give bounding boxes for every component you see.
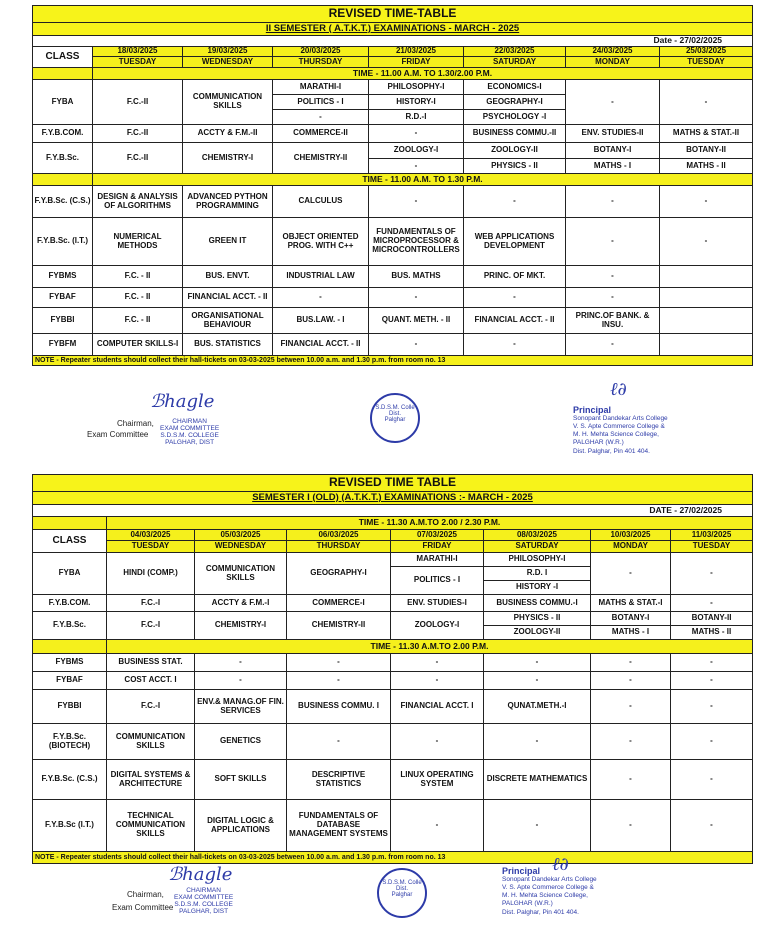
- exam-cell: GEOGRAPHY-I: [287, 553, 391, 595]
- exam-cell: ADVANCED PYTHON PROGRAMMING: [183, 186, 273, 218]
- exam-cell: R.D.-I: [369, 110, 464, 125]
- exam-cell: -: [369, 334, 464, 356]
- exam-cell: DESCRIPTIVE STATISTICS: [287, 760, 391, 800]
- class-cell: F.Y.B.COM.: [33, 125, 93, 143]
- exam-cell: FINANCIAL ACCT. - II: [464, 308, 566, 334]
- exam-cell: -: [391, 800, 484, 852]
- class-cell: F.Y.B.Sc. (C.S.): [33, 760, 107, 800]
- exam-cell: -: [287, 672, 391, 690]
- exam-cell: HISTORY-I: [369, 95, 464, 110]
- exam-cell: -: [369, 125, 464, 143]
- exam-cell: DIGITAL SYSTEMS & ARCHITECTURE: [107, 760, 195, 800]
- exam-cell: MATHS & STAT.-I: [591, 595, 671, 612]
- exam-cell: -: [464, 334, 566, 356]
- day-cell: THURSDAY: [287, 541, 391, 553]
- exam-cell: FUNDAMENTALS OF MICROPROCESSOR & MICROCONTROLLERS: [369, 218, 464, 266]
- exam-cell: -: [484, 724, 591, 760]
- exam-cell: -: [591, 724, 671, 760]
- exam-cell: BOTANY-I: [591, 612, 671, 626]
- exam-cell: -: [671, 800, 753, 852]
- date-cell: 18/03/2025: [93, 47, 183, 57]
- exam-cell: F.C.-II: [93, 80, 183, 125]
- exam-cell: PRINC.OF BANK. & INSU.: [566, 308, 660, 334]
- exam-cell: BUS. STATISTICS: [183, 334, 273, 356]
- exam-cell: -: [464, 186, 566, 218]
- exam-cell: MATHS - I: [591, 626, 671, 640]
- exam-cell: PSYCHOLOGY -I: [464, 110, 566, 125]
- class-cell: F.Y.B.Sc. (BIOTECH): [33, 724, 107, 760]
- day-cell: FRIDAY: [391, 541, 484, 553]
- time-row: TIME - 11.30 A.M.TO 2.00 / 2.30 P.M.: [107, 517, 753, 530]
- day-cell: SATURDAY: [464, 57, 566, 68]
- day-cell: SATURDAY: [484, 541, 591, 553]
- time-row: TIME - 11.00 A.M. TO 1.30 P.M.: [93, 174, 753, 186]
- exam-cell: SOFT SKILLS: [195, 760, 287, 800]
- day-cell: WEDNESDAY: [195, 541, 287, 553]
- exam-cell: GEOGRAPHY-I: [464, 95, 566, 110]
- exam-cell: PRINC. OF MKT.: [464, 266, 566, 288]
- exam-cell: [660, 266, 753, 288]
- exam-cell: -: [484, 800, 591, 852]
- exam-cell: -: [591, 760, 671, 800]
- class-cell: F.Y.B.Sc. (C.S.): [33, 186, 93, 218]
- committee-label: Exam Committee: [87, 430, 149, 439]
- exam-cell: -: [566, 80, 660, 125]
- exam-cell: ENV.& MANAG.OF FIN. SERVICES: [195, 690, 287, 724]
- exam-cell: DESIGN & ANALYSIS OF ALGORITHMS: [93, 186, 183, 218]
- principal-title: Principal: [573, 405, 612, 415]
- exam-cell: -: [591, 800, 671, 852]
- exam-cell: COST ACCT. I: [107, 672, 195, 690]
- exam-cell: MATHS - I: [566, 159, 660, 174]
- exam-cell: COMPUTER SKILLS-I: [93, 334, 183, 356]
- exam-cell: -: [464, 288, 566, 308]
- exam-cell: ECONOMICS-I: [464, 80, 566, 95]
- exam-cell: [660, 288, 753, 308]
- committee-label: Exam Committee: [112, 903, 174, 912]
- exam-cell: -: [566, 266, 660, 288]
- exam-cell: COMMUNICATION SKILLS: [183, 80, 273, 125]
- date-cell: 11/03/2025: [671, 530, 753, 541]
- date-cell: 05/03/2025: [195, 530, 287, 541]
- exam-cell: -: [369, 288, 464, 308]
- exam-cell: FUNDAMENTALS OF DATABASE MANAGEMENT SYSTEMS: [287, 800, 391, 852]
- exam-cell: -: [566, 334, 660, 356]
- class-cell: F.Y.B.Sc (I.T.): [33, 800, 107, 852]
- exam-cell: BUSINESS COMMU.-II: [464, 125, 566, 143]
- class-cell: FYBA: [33, 80, 93, 125]
- class-cell: F.Y.B.Sc. (I.T.): [33, 218, 93, 266]
- chairman-stamp: CHAIRMAN EXAM COMMITTEE S.D.S.M. COLLEGE PALGHAR, DIST: [174, 887, 234, 916]
- exam-cell: -: [369, 186, 464, 218]
- principal-signature: ℓ∂: [552, 854, 569, 875]
- exam-cell: -: [484, 672, 591, 690]
- exam-cell: [660, 308, 753, 334]
- exam-cell: -: [566, 186, 660, 218]
- exam-cell: -: [287, 654, 391, 672]
- exam-cell: BOTANY-II: [660, 143, 753, 159]
- exam-cell: -: [591, 672, 671, 690]
- exam-cell: INDUSTRIAL LAW: [273, 266, 369, 288]
- exam-cell: -: [287, 724, 391, 760]
- day-cell: TUESDAY: [93, 57, 183, 68]
- exam-cell: HISTORY -I: [484, 581, 591, 595]
- exam-cell: -: [273, 288, 369, 308]
- exam-cell: HINDI (COMP.): [107, 553, 195, 595]
- date-cell: 06/03/2025: [287, 530, 391, 541]
- principal-block: Principal Sonopant Dandekar Arts College V. S. Apte Commerce College & M. H. Mehta Science College, PALGHAR (W.R.) Dist. Palghar, Pin 401 404.: [502, 866, 597, 916]
- class-cell: FYBMS: [33, 654, 107, 672]
- class-cell: FYBAF: [33, 672, 107, 690]
- exam-cell: WEB APPLICATIONS DEVELOPMENT: [464, 218, 566, 266]
- date-cell: 08/03/2025: [484, 530, 591, 541]
- exam-cell: FINANCIAL ACCT. - II: [273, 334, 369, 356]
- exam-cell: PHYSICS - II: [484, 612, 591, 626]
- time-row: TIME - 11.30 A.M.TO 2.00 P.M.: [107, 640, 753, 654]
- exam-cell: -: [671, 654, 753, 672]
- exam-cell: FINANCIAL ACCT. - II: [183, 288, 273, 308]
- exam-cell: CHEMISTRY-II: [287, 612, 391, 640]
- exam-cell: GREEN IT: [183, 218, 273, 266]
- exam-cell: -: [195, 672, 287, 690]
- class-header: CLASS: [33, 47, 93, 68]
- day-cell: MONDAY: [591, 541, 671, 553]
- exam-cell: COMMUNICATION SKILLS: [195, 553, 287, 595]
- sheet2-note: NOTE - Repeater students should collect their hall-tickets on 03-03-2025 between 10.00 a.m. and 1.30 p.m. from room no. 13: [33, 852, 753, 864]
- exam-cell: -: [391, 724, 484, 760]
- exam-cell: BUSINESS COMMU. I: [287, 690, 391, 724]
- exam-cell: F.C. - II: [93, 288, 183, 308]
- chairman-label: Chairman,: [117, 419, 154, 428]
- day-cell: TUESDAY: [671, 541, 753, 553]
- exam-cell: BUSINESS COMMU.-I: [484, 595, 591, 612]
- day-cell: WEDNESDAY: [183, 57, 273, 68]
- exam-cell: ZOOLOGY-I: [391, 612, 484, 640]
- exam-cell: ZOOLOGY-II: [484, 626, 591, 640]
- exam-cell: F.C.-II: [93, 143, 183, 174]
- exam-cell: ENV. STUDIES-I: [391, 595, 484, 612]
- sheet2-title: REVISED TIME TABLE: [33, 475, 753, 492]
- date-cell: 07/03/2025: [391, 530, 484, 541]
- day-cell: TUESDAY: [660, 57, 753, 68]
- exam-cell: BUS. ENVT.: [183, 266, 273, 288]
- exam-cell: PHILOSOPHY-I: [369, 80, 464, 95]
- exam-cell: -: [671, 690, 753, 724]
- exam-cell: DIGITAL LOGIC & APPLICATIONS: [195, 800, 287, 852]
- date-cell: 10/03/2025: [591, 530, 671, 541]
- exam-cell: DISCRETE MATHEMATICS: [484, 760, 591, 800]
- day-cell: TUESDAY: [107, 541, 195, 553]
- class-cell: FYBMS: [33, 266, 93, 288]
- exam-cell: F.C. - II: [93, 308, 183, 334]
- exam-cell: CHEMISTRY-II: [273, 143, 369, 174]
- date-cell: 22/03/2025: [464, 47, 566, 57]
- exam-cell: CALCULUS: [273, 186, 369, 218]
- timetable-1: [32, 5, 753, 366]
- exam-cell: BOTANY-II: [671, 612, 753, 626]
- exam-cell: -: [391, 672, 484, 690]
- day-cell: MONDAY: [566, 57, 660, 68]
- exam-cell: PHILOSOPHY-I: [484, 553, 591, 567]
- sheet1-note: NOTE - Repeater students should collect their hall-tickets on 03-03-2025 between 10.00 a.m. and 1.30 p.m. from room no. 13: [33, 356, 753, 366]
- exam-cell: F.C.-I: [107, 595, 195, 612]
- chairman-signature: ℬhagle: [150, 391, 215, 412]
- time-row: TIME - 11.00 A.M. TO 1.30/2.00 P.M.: [93, 68, 753, 80]
- date-cell: 19/03/2025: [183, 47, 273, 57]
- timetable-2: [32, 474, 753, 864]
- exam-cell: -: [591, 654, 671, 672]
- class-header: CLASS: [33, 530, 107, 553]
- exam-cell: MATHS - II: [660, 159, 753, 174]
- exam-cell: BUS. MATHS: [369, 266, 464, 288]
- exam-cell: MARATHI-I: [391, 553, 484, 567]
- sheet2-subtitle: SEMESTER I (OLD) (A.T.K.T.) EXAMINATIONS :- MARCH - 2025: [33, 492, 753, 505]
- exam-cell: COMMERCE-II: [273, 125, 369, 143]
- exam-cell: -: [369, 159, 464, 174]
- exam-cell: -: [391, 654, 484, 672]
- exam-cell: -: [566, 218, 660, 266]
- class-cell: F.Y.B.COM.: [33, 595, 107, 612]
- exam-cell: FINANCIAL ACCT. I: [391, 690, 484, 724]
- class-cell: FYBBI: [33, 308, 93, 334]
- exam-cell: MATHS - II: [671, 626, 753, 640]
- day-cell: FRIDAY: [369, 57, 464, 68]
- exam-cell: ENV. STUDIES-II: [566, 125, 660, 143]
- exam-cell: F.C.-I: [107, 690, 195, 724]
- exam-cell: ZOOLOGY-II: [464, 143, 566, 159]
- exam-cell: F.C.-I: [107, 612, 195, 640]
- exam-cell: -: [671, 595, 753, 612]
- exam-cell: -: [660, 218, 753, 266]
- principal-title: Principal: [502, 866, 541, 876]
- exam-cell: QUANT. METH. - II: [369, 308, 464, 334]
- exam-cell: POLITICS - I: [273, 95, 369, 110]
- signature-area-1: [32, 379, 752, 460]
- exam-cell: LINUX OPERATING SYSTEM: [391, 760, 484, 800]
- exam-cell: -: [591, 553, 671, 595]
- timetable-sheet-1: [32, 5, 752, 366]
- exam-cell: -: [195, 654, 287, 672]
- sheet1-title: REVISED TIME-TABLE: [33, 6, 753, 23]
- exam-cell: -: [671, 724, 753, 760]
- exam-cell: F.C. - II: [93, 266, 183, 288]
- exam-cell: F.C.-II: [93, 125, 183, 143]
- principal-signature: ℓ∂: [610, 379, 627, 400]
- chairman-signature: ℬhagle: [168, 864, 233, 885]
- exam-cell: MATHS & STAT.-II: [660, 125, 753, 143]
- date-cell: 25/03/2025: [660, 47, 753, 57]
- college-seal: S.D.S.M. Colle Dist. Palghar: [377, 868, 427, 918]
- exam-cell: [660, 334, 753, 356]
- sheet1-date: Date - 27/02/2025: [33, 36, 753, 47]
- exam-cell: -: [484, 654, 591, 672]
- timetable-sheet-2: [32, 474, 752, 864]
- exam-cell: R.D. I: [484, 567, 591, 581]
- exam-cell: GENETICS: [195, 724, 287, 760]
- exam-cell: POLITICS - I: [391, 567, 484, 595]
- exam-cell: QUNAT.METH.-I: [484, 690, 591, 724]
- exam-cell: CHEMISTRY-I: [183, 143, 273, 174]
- date-cell: 21/03/2025: [369, 47, 464, 57]
- exam-cell: CHEMISTRY-I: [195, 612, 287, 640]
- chairman-label: Chairman,: [127, 890, 164, 899]
- class-cell: FYBAF: [33, 288, 93, 308]
- sheet2-date: DATE - 27/02/2025: [33, 505, 753, 517]
- exam-cell: -: [671, 760, 753, 800]
- college-seal: S.D.S.M. Colle Dist. Palghar: [370, 393, 420, 443]
- exam-cell: OBJECT ORIENTED PROG. WITH C++: [273, 218, 369, 266]
- date-cell: 20/03/2025: [273, 47, 369, 57]
- exam-cell: ACCTY & F.M.-II: [183, 125, 273, 143]
- class-cell: F.Y.B.Sc.: [33, 143, 93, 174]
- exam-cell: COMMERCE-I: [287, 595, 391, 612]
- date-cell: 24/03/2025: [566, 47, 660, 57]
- exam-cell: -: [566, 288, 660, 308]
- exam-cell: ACCTY & F.M.-I: [195, 595, 287, 612]
- exam-cell: BUSINESS STAT.: [107, 654, 195, 672]
- exam-cell: -: [273, 110, 369, 125]
- class-cell: FYBA: [33, 553, 107, 595]
- day-cell: THURSDAY: [273, 57, 369, 68]
- sheet1-subtitle: II SEMESTER ( A.T.K.T.) EXAMINATIONS - MARCH - 2025: [33, 23, 753, 36]
- principal-block: Principal Sonopant Dandekar Arts College V. S. Apte Commerce College & M. H. Mehta Science College, PALGHAR (W.R.) Dist. Palghar, Pin 401 404.: [573, 405, 668, 455]
- exam-cell: -: [671, 672, 753, 690]
- exam-cell: MARATHI-I: [273, 80, 369, 95]
- date-cell: 04/03/2025: [107, 530, 195, 541]
- exam-cell: TECHNICAL COMMUNICATION SKILLS: [107, 800, 195, 852]
- class-cell: F.Y.B.Sc.: [33, 612, 107, 640]
- exam-cell: -: [671, 553, 753, 595]
- exam-cell: -: [591, 690, 671, 724]
- exam-cell: ORGANISATIONAL BEHAVIOUR: [183, 308, 273, 334]
- exam-cell: -: [660, 80, 753, 125]
- exam-cell: BUS.LAW. - I: [273, 308, 369, 334]
- exam-cell: NUMERICAL METHODS: [93, 218, 183, 266]
- exam-cell: PHYSICS - II: [464, 159, 566, 174]
- exam-cell: COMMUNICATION SKILLS: [107, 724, 195, 760]
- exam-cell: -: [660, 186, 753, 218]
- chairman-stamp: CHAIRMAN EXAM COMMITTEE S.D.S.M. COLLEGE PALGHAR, DIST: [160, 418, 220, 447]
- exam-cell: BOTANY-I: [566, 143, 660, 159]
- class-cell: FYBBI: [33, 690, 107, 724]
- exam-cell: ZOOLOGY-I: [369, 143, 464, 159]
- class-cell: FYBFM: [33, 334, 93, 356]
